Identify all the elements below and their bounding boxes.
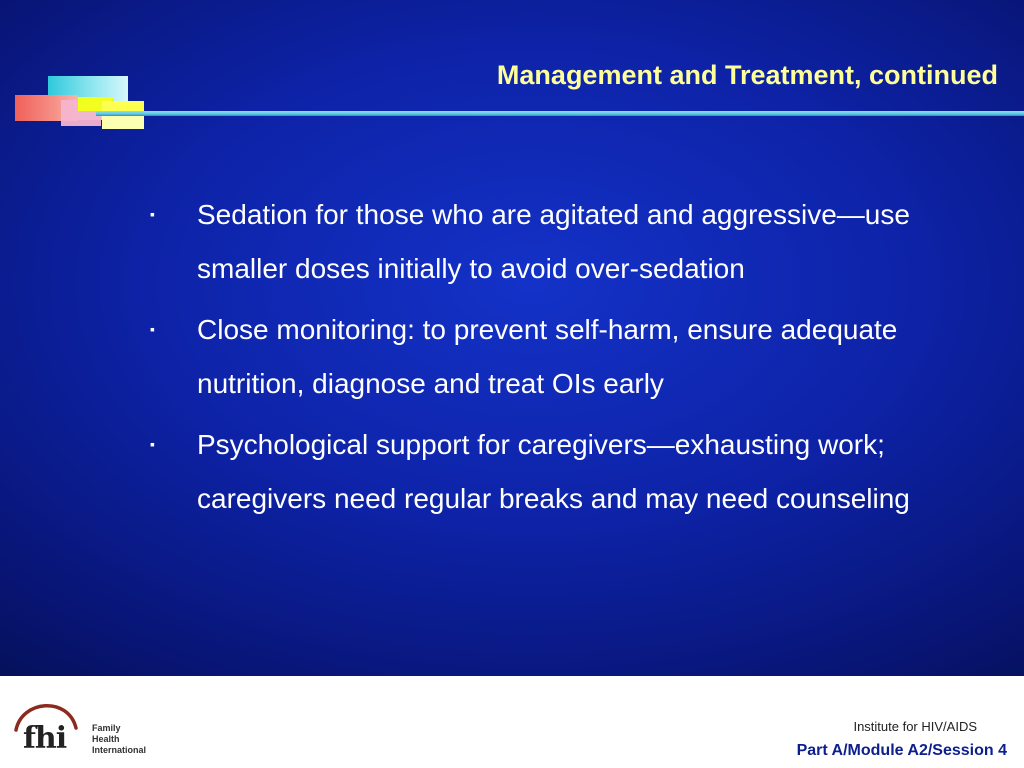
slide-title: Management and Treatment, continued <box>496 60 998 90</box>
fhi-logo-letters: fhi <box>23 721 67 756</box>
bullet-item <box>146 418 966 525</box>
org-name <box>92 723 146 756</box>
bullet-text: Sedation for those who are agitated and aggressive—use smaller doses initially to avoid over-sedation <box>197 199 910 284</box>
bullet-marker-icon: ▪ <box>150 436 155 452</box>
bullet-list <box>146 188 966 533</box>
bullet-marker-icon: ▪ <box>150 321 155 337</box>
institute-label: Institute for HIV/AIDS <box>853 719 977 734</box>
session-label: Part A/Module A2/Session 4 <box>796 742 1007 759</box>
bullet-item <box>146 188 966 295</box>
title-underline <box>96 111 1024 116</box>
org-name-line1: Family Health <box>92 723 121 744</box>
org-name-line2: International <box>92 745 147 755</box>
bullet-text: Close monitoring: to prevent self-harm, ensure adequate nutrition, diagnose and treat OIs early <box>197 314 898 399</box>
bullet-text: Psychological support for caregivers—exhausting work; caregivers need regular breaks and may need counseling <box>197 429 910 514</box>
fhi-logo <box>12 694 147 756</box>
bullet-marker-icon: ▪ <box>150 206 155 222</box>
slide-footer <box>0 676 1024 768</box>
bullet-item <box>146 303 966 410</box>
